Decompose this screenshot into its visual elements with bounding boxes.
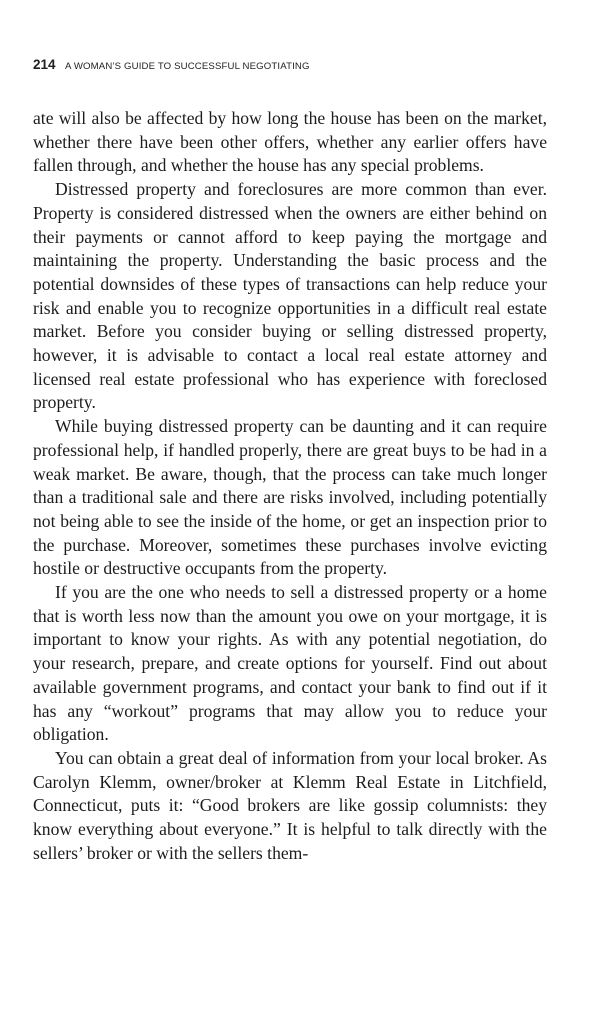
book-title: A WOMAN’S GUIDE TO SUCCESSFUL NEGOTIATING [64, 61, 310, 72]
paragraph-distressed-property: Distressed property and foreclosures are more common than ever. Property is considered distressed when the owners are either behind on their payments or cannot afford to keep paying the mortgage and maintaining the property. Understanding the basic process and the potential downsides of these types of transactions can help reduce your risk and enable you to recognize opportunities in a difficult real estate market. Before you consider buying or selling distressed property, however, it is advisable to contact a local real estate attorney and licensed real estate professional who has experience with foreclosed property. [33, 179, 547, 413]
paragraph-buying-distressed: While buying distressed property can be daunting and it can require professional help, if handled properly, there are great buys to be had in a weak market. Be aware, though, that the process can take much longer than a traditional sale and there are risks involved, including potentially not being able to see the inside of the home, or get an inspection prior to the purchase. Moreover, sometimes these purchases involve evicting hostile or destructive occupants from the property. [33, 416, 547, 579]
running-head [33, 56, 310, 74]
paragraph-selling-distressed: If you are the one who needs to sell a distressed property or a home that is worth less now than the amount you owe on your mortgage, it is important to know your rights. As with any potential negotiation, do your research, prepare, and create options for yourself. Find out about available government programs, and contact your bank to find out if it has any “workout” programs that may allow you to reduce your obligation. [33, 582, 547, 745]
page-number: 214 [33, 57, 56, 72]
paragraph-continued: ate will also be affected by how long the house has been on the market, whether there have been other offers, whether any earlier offers have fallen through, and whether the house has any special problems. [33, 108, 547, 176]
paragraph-local-broker: You can obtain a great deal of information from your local broker. As Carolyn Klemm, owner/broker at Klemm Real Estate in Litchfield, Connecticut, puts it: “Good brokers are like gossip columnists: they know everything about everyone.” It is helpful to talk directly with the sellers’ broker or with the sellers them- [33, 747, 547, 863]
body-text [33, 107, 547, 866]
